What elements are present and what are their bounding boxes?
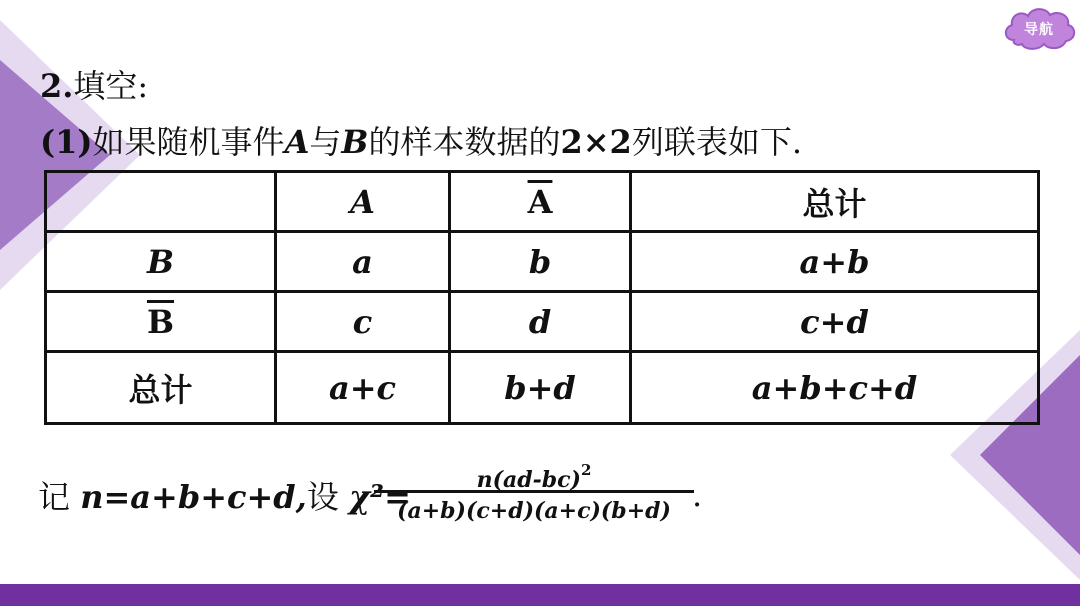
table-cell: b+d: [450, 352, 631, 424]
sub-text-5: 列联表如下.: [631, 123, 802, 161]
sub-text-2: 与: [309, 123, 342, 161]
table-cell: A: [276, 172, 450, 232]
sub-text-1: 如果随机事件: [92, 123, 285, 161]
formula-exponent: 2: [580, 461, 592, 479]
table-cell: c+d: [631, 292, 1039, 352]
table-cell: a+b+c+d: [631, 352, 1039, 424]
table-row: [46, 292, 1039, 352]
formula-period: .: [692, 476, 703, 514]
formula-lhs: [38, 472, 411, 518]
bottom-bar: [0, 584, 1080, 606]
table-header-row: [46, 172, 1039, 232]
contingency-table: [44, 170, 1040, 425]
table-cell: c: [276, 292, 450, 352]
table-cell: B: [46, 232, 276, 292]
heading-text: 填空:: [73, 67, 149, 105]
heading-number: 2.: [40, 67, 74, 105]
table-cell: $\overline{A}$: [450, 172, 631, 232]
table-cell: $\overline{B}$: [46, 292, 276, 352]
formula-she: 设: [306, 478, 339, 516]
table-cell: [46, 172, 276, 232]
sub-event-a: A: [284, 123, 310, 161]
table-cell: a: [276, 232, 450, 292]
sub-prefix: (1): [40, 123, 93, 161]
table-row: [46, 352, 1039, 424]
section-heading: [40, 66, 148, 106]
formula-chi-square: χ²=: [349, 478, 411, 516]
table-cell: b: [450, 232, 631, 292]
sub-text-3: 的样本数据的: [368, 123, 561, 161]
formula-ji: 记: [38, 478, 71, 516]
formula-numerator: $n(ad-bc)^2$: [476, 461, 592, 493]
nav-button[interactable]: [1000, 4, 1078, 54]
table-cell: d: [450, 292, 631, 352]
sub-heading: [40, 122, 802, 162]
table-row: [46, 232, 1039, 292]
table-cell: 总计: [631, 172, 1039, 232]
formula-n-definition: n=a+b+c+d,: [80, 478, 307, 516]
table-cell: 总计: [46, 352, 276, 424]
table-cell: a+c: [276, 352, 450, 424]
sub-table-size: 2×2: [560, 123, 632, 161]
sub-event-b: B: [341, 123, 369, 161]
table-cell: a+b: [631, 232, 1039, 292]
nav-button-label: 导航: [1024, 22, 1054, 38]
formula-denominator: (a+b)(c+d)(a+c)(b+d): [397, 498, 671, 524]
formula-fraction: [372, 450, 696, 529]
